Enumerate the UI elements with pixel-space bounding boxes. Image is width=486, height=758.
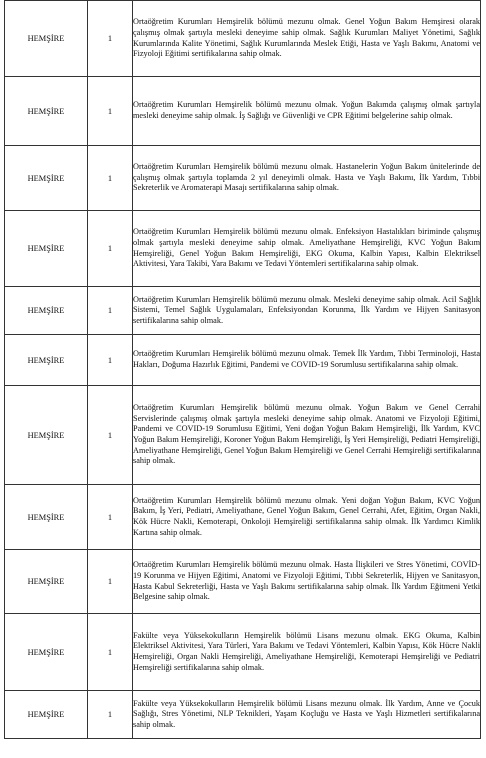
position-cell: HEMŞİRE (5, 1, 88, 77)
position-cell: HEMŞİRE (5, 691, 88, 739)
requirements-table (4, 0, 481, 739)
count-cell: 1 (88, 550, 133, 614)
requirements-cell: Fakülte veya Yüksekokulların Hemşirelik bölümü Lisans mezunu olmak. İlk Yardım, Anne ve Çocuk Sağlığı, Stres Yönetimi, NLP Teknikleri, Yaşam Koçluğu ve Hasta ve Yaşlı Hizmetleri sertifikalarına sahip olmak. (133, 691, 481, 739)
count-cell: 1 (88, 77, 133, 146)
position-cell: HEMŞİRE (5, 211, 88, 287)
count-cell: 1 (88, 287, 133, 335)
position-cell: HEMŞİRE (5, 335, 88, 386)
table-row (5, 77, 481, 146)
position-cell: HEMŞİRE (5, 146, 88, 211)
requirements-cell: Ortaöğretim Kurumları Hemşirelik bölümü mezunu olmak. Hastanelerin Yoğun Bakım ünitelerinde de çalışmış olmak şartıyla toplamda 2 yıl deneyimli olmak. Hasta ve Yaşlı Bakımı, İlk Yardım, Tıbbi Sekreterlik ve Aromaterapi Masajı sertifikalarına sahip olmak. (133, 146, 481, 211)
position-cell: HEMŞİRE (5, 485, 88, 550)
requirements-cell: Ortaöğretim Kurumları Hemşirelik bölümü mezunu olmak. Yeni doğan Yoğun Bakım, KVC Yoğun Bakım, İş Yeri, Pediatri, Ameliyathane, Genel Yoğun Bakım, Genel Cerrahi, Afet, Eğitim, Organ Nakli, Kök Hücre Nakli, Kemoterapi, Onkoloji Hemşireliği sertifikalarına sahip olmak. İlk Yardımcı Kimlik Kartına sahip olmak. (133, 485, 481, 550)
table-row (5, 1, 481, 77)
table-row (5, 691, 481, 739)
requirements-cell: Ortaöğretim Kurumları Hemşirelik bölümü mezunu olmak. Hasta İlişkileri ve Stres Yönetimi, COVİD-19 Korunma ve Hijyen Eğitimi, Anatomi ve Fizyoloji Eğitimi, Tıbbi Sekreterlik, Hijyen ve Sanitasyon, Hasta Kabul Sekreterliği, Hasta ve Yaşlı Bakımı sertifikalarına sahip olmak. İlk Yardım Eğitmeni Yetki Belgesine sahip olmak. (133, 550, 481, 614)
table-row (5, 485, 481, 550)
count-cell: 1 (88, 335, 133, 386)
count-cell: 1 (88, 691, 133, 739)
table-row (5, 614, 481, 691)
table-row (5, 146, 481, 211)
requirements-cell: Ortaöğretim Kurumları Hemşirelik bölümü mezunu olmak. Mesleki deneyime sahip olmak. Acil Sağlık Sistemi, Temel Sağlık Uygulamaları, Enfeksiyondan Korunma, İlk Yardım ve Hijyen Sanitasyon sertifikalarına sahip olmak. (133, 287, 481, 335)
table-row (5, 211, 481, 287)
table-row (5, 287, 481, 335)
count-cell: 1 (88, 1, 133, 77)
requirements-cell: Ortaöğretim Kurumları Hemşirelik bölümü mezunu olmak. Enfeksiyon Hastalıkları biriminde çalışmış olmak şartıyla mesleki deneyime sahip olmak. Ameliyathane Hemşireliği, KVC Yoğun Bakım Hemşireliği, Genel Yoğun Bakım Hemşireliği, EKG Okuma, Kalbin Yapısı, Kalbin Elektriksel Aktivitesi, Yara Takibi, Yara Bakımı ve Tedavi Yöntemleri sertifikalarına sahip olmak. (133, 211, 481, 287)
requirements-cell: Ortaöğretim Kurumları Hemşirelik bölümü mezunu olmak. Temek İlk Yardım, Tıbbi Terminoloji, Hasta Hakları, Doğuma Hazırlık Eğitimi, Pandemi ve COVID-19 Sorumlusu sertifikalarına sahip olmak. (133, 335, 481, 386)
count-cell: 1 (88, 485, 133, 550)
requirements-cell: Ortaöğretim Kurumları Hemşirelik bölümü mezunu olmak. Yoğun Bakım ve Genel Cerrahi Servislerinde çalışmış olmak şartıyla mesleki deneyime sahip olmak. Anatomi ve Fizyoloji Eğitimi, Pandemi ve COVID-19 Sorumlusu Eğitimi, Yeni doğan Yoğun Bakım Hemşireliği, İlk Yardım, KVC Yoğun Bakım Hemşireliği, Koroner Yoğun Bakım Hemşireliği, İş Yeri Hemşireliği, Pediatri Hemşireliği, Ameliyathane Hemşireliği, Genel Yoğun Bakım Hemşireliği ve Genel Cerrahi Hemşireliği sertifikalarına sahip olmak. (133, 386, 481, 485)
position-cell: HEMŞİRE (5, 287, 88, 335)
count-cell: 1 (88, 614, 133, 691)
count-cell: 1 (88, 211, 133, 287)
count-cell: 1 (88, 146, 133, 211)
position-cell: HEMŞİRE (5, 386, 88, 485)
requirements-cell: Fakülte veya Yüksekokulların Hemşirelik bölümü Lisans mezunu olmak. EKG Okuma, Kalbin Elektriksel Aktivitesi, Yara Türleri, Yara Bakımı ve Tedavi Yöntemleri, Kalbin Yapısı, Kök Hücre Nakli Hemşireliği, Organ Nakli Hemşireliği, Ameliyathane Hemşireliği, Kemoterapi Hemşireliği ve Pediatri Hemşireliği sertifikalarına sahip olmak. (133, 614, 481, 691)
position-cell: HEMŞİRE (5, 77, 88, 146)
position-cell: HEMŞİRE (5, 614, 88, 691)
table-row (5, 386, 481, 485)
table-row (5, 335, 481, 386)
table-row (5, 550, 481, 614)
requirements-cell: Ortaöğretim Kurumları Hemşirelik bölümü mezunu olmak. Yoğun Bakımda çalışmış olmak şartıyla mesleki deneyime sahip olmak. İş Sağlığı ve Güvenliği ve CPR Eğitimi belgelerine sahip olmak. (133, 77, 481, 146)
count-cell: 1 (88, 386, 133, 485)
position-cell: HEMŞİRE (5, 550, 88, 614)
requirements-cell: Ortaöğretim Kurumları Hemşirelik bölümü mezunu olmak. Genel Yoğun Bakım Hemşiresi olarak çalışmış olmak şartıyla mesleki deneyime sahip olmak. Sağlık Kurumları Maliyet Yönetimi, Sağlık Kurumlarında Kalite Yönetimi, Sağlık Kurumlarında Meslek Etiği, Hasta ve Yaşlı Bakımı, Anatomi ve Fizyoloji Eğitimi sertifikalarına sahip olmak. (133, 1, 481, 77)
